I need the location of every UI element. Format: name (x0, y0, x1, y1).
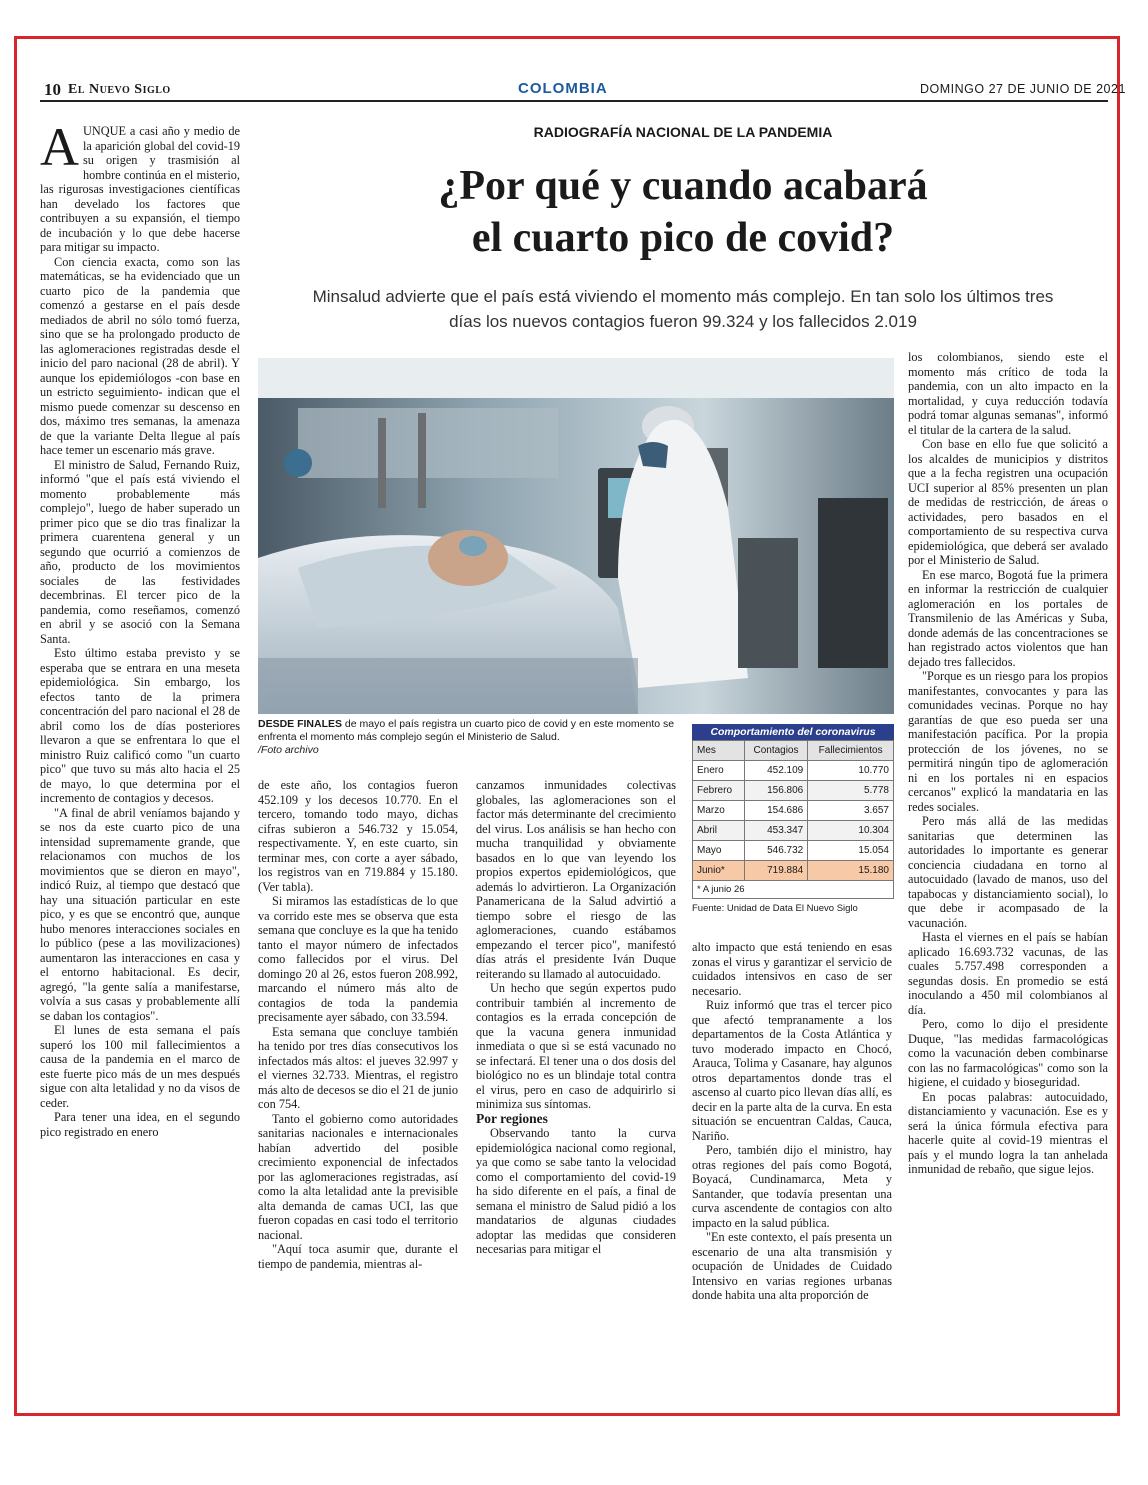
paragraph: El ministro de Salud, Fernando Ruiz, informó "que el país está viviendo el momento probablemente más complejo", luego de haber superado un primer pico que se dio tras finalizar la primera cuarentena general y un segundo que ocurrió a comienzos de año, producto de los movimientos sociales de las festividades decembrinas. El tercer pico de la pandemia, como reseñamos, comenzó en abril y se asoció con la Semana Santa. (40, 457, 240, 646)
paragraph: "Porque es un riesgo para los propios manifestantes, convocantes y para las comunidades vecinas. Porque no hay garantías de que eso pueda ser una manifestación pacífica. Por la propia protección de los jóvenes, no se permitirá ningún tipo de aglomeración ni en los portales ni en espacios cercanos" explicó la mandataria en las redes sociales. (908, 669, 1108, 814)
deck-line-2: días los nuevos contagios fueron 99.324 y los fallecidos 2.019 (449, 312, 917, 331)
coronavirus-table (692, 724, 894, 914)
article-photo (258, 358, 894, 714)
table-header-cell: Contagios (744, 741, 808, 761)
table-cell: 10.770 (808, 761, 894, 781)
caption-text: de mayo el país registra un cuarto pico de covid y en este momento se enfrenta el momento más complejo según el Ministerio de Salud. (258, 718, 675, 743)
issue-date: DOMINGO 27 DE JUNIO DE 2021 (920, 82, 1126, 96)
drop-cap: A (40, 117, 79, 177)
table-cell: Junio* (693, 861, 745, 881)
table-cell: 5.778 (808, 781, 894, 801)
paragraph: Si miramos las estadísticas de lo que va corrido este mes se observa que esta semana que concluye es la que ha tenido tanto el mayor número de infectados como fallecidos por el virus. Del domingo 20 al 26, estos fueron 208.992, marcando el número más alto de contagios de toda la pandemia precisamente ayer sábado, con 33.594. (258, 894, 458, 1024)
photo-credit: /Foto archivo (258, 744, 319, 756)
data-table (692, 740, 894, 881)
table-cell: 453.347 (744, 821, 808, 841)
table-title: Comportamiento del coronavirus (692, 724, 894, 740)
table-row (693, 761, 894, 781)
paragraph: Con ciencia exacta, como son las matemáticas, se ha evidenciado que un cuarto pico de la pandemia que comenzó a gestarse en el país desde mediados de abril no sólo tomó fuerza, sino que se ha prolongado producto de las aglomeraciones registradas desde el inicio del paro nacional (28 de abril). Y aunque los epidemiólogos -con base en un estricto seguimiento- indican que el mismo puede comenzar su descenso en dos, máximo tres semanas, la amenaza de que la variante Delta llegue al país hace temer un escenario más grave. (40, 254, 240, 457)
subhead-regiones: Por regiones (476, 1110, 548, 1126)
paragraph: "En este contexto, el país presenta un escenario de una alta transmisión y ocupación de Unidades de Cuidado Intensivo en varias regiones urbanas donde habita una alta proporción de (692, 1230, 892, 1302)
paragraph: Para tener una idea, en el segundo pico registrado en enero (40, 1110, 240, 1139)
article-headline (258, 160, 1108, 264)
paragraph: El lunes de esta semana el país superó los 100 mil fallecimientos a causa de la pandemia en el marco de este fuerte pico más de un mes después sigue con alta letalidad y no da visos de ceder. (40, 1023, 240, 1110)
table-cell: 154.686 (744, 801, 808, 821)
lead-paragraph: AUNQUE a casi año y medio de la aparición global del covid-19 su origen y trasmisión al hombre continúa en el misterio, las rigurosas investigaciones científicas han develado los factores que contribuyen a su expansión, el tiempo de incubación y lo que debe hacerse para mitigar su impacto. (40, 117, 240, 254)
newspaper-brand: El Nuevo Siglo (68, 82, 171, 97)
paragraph: Pero, también dijo el ministro, hay otras regiones del país como Bogotá, Boyacá, Cundinamarca, Meta y Santander, que todavía presentan una curva ascendente de contagios con alto impacto en la salud pública. (692, 1143, 892, 1230)
table-cell: Febrero (693, 781, 745, 801)
table-cell: 546.732 (744, 841, 808, 861)
table-cell: Enero (693, 761, 745, 781)
article-kicker: RADIOGRAFÍA NACIONAL DE LA PANDEMIA (533, 124, 833, 140)
paragraph: Observando tanto la curva epidemiológica nacional como regional, ya que como se sabe tanto la velocidad como el comportamiento del covid-19 ha sido diferente en el país, a final de semana el ministro de Salud pidió a los mandatarios de algunas ciudades adoptar las medidas que consideren necesarias para mitigar el (476, 1126, 676, 1256)
paragraph: Un hecho que según expertos pudo contribuir también al incremento de contagios es la errada concepción de que la vacuna genera inmunidad inmediata o que si se está vacunado no se infectará. El tener una o dos dosis del biológico no es un blindaje total contra el virus, pero en caso de adquirirlo si minimiza sus síntomas. (476, 981, 676, 1111)
paragraph: los colombianos, siendo este el momento más crítico de toda la pandemia, con un alto impacto en la mortalidad, y cuya reducción todavía podrá tomar algunas semanas", informó el titular de la cartera de la salud. (908, 350, 1108, 437)
table-header-cell: Mes (693, 741, 745, 761)
hospital-icu-photo (258, 358, 894, 714)
paragraph: alto impacto que está teniendo en esas zonas el virus y garantizar el servicio de cuidados intensivos en caso de ser necesario. (692, 940, 892, 998)
paragraph: "A final de abril veníamos bajando y se nos da este cuarto pico de una intensidad supremamente grande, que relacionamos con muchos de los movimientos que se dieron en mayo", indicó Ruiz, al tiempo que destacó que hay una situación particular en este pico, y es que se encontró que, aunque hubo menores interacciones sociales en lo público (pese a las movilizaciones) aumentaron las interacciones en casa y el entorno habitacional. Es decir, agregó, "la gente salía a manifestarse, volvía a sus casas y probablemente allí se daban los contagios". (40, 805, 240, 1023)
paragraph: Tanto el gobierno como autoridades sanitarias nacionales e internacionales habían advertido del posible crecimiento exponencial de infectados por las aglomeraciones registradas, así como la alta letalidad ante la previsible alta demanda de camas UCI, las que fueron copadas en casi todo el territorio nacional. (258, 1111, 458, 1242)
table-note: * A junio 26 (692, 881, 894, 899)
table-cell: 15.180 (808, 861, 894, 881)
header-rule (40, 100, 1108, 102)
table-source: Fuente: Unidad de Data El Nuevo Siglo (692, 903, 858, 914)
table-cell: Abril (693, 821, 745, 841)
table-cell: 10.304 (808, 821, 894, 841)
article-column-2 (258, 778, 458, 1271)
table-cell: 15.054 (808, 841, 894, 861)
photo-caption (258, 718, 682, 757)
paragraph: Con base en ello fue que solicitó a los alcaldes de municipios y distritos que a la fecha registren una ocupación UCI superior al 85% presenten un plan de medidas de restricción, de áreas o actividades, pero basados en el comportamiento de su respectiva curva epidemiológica, que deberá ser avalado por el Ministerio de Salud. (908, 437, 1108, 567)
table-cell: Marzo (693, 801, 745, 821)
article-column-4 (692, 940, 892, 1303)
paragraph: Esto último estaba previsto y se esperaba que se entrara en una meseta epidemiológica. Sin embargo, los efectos tanto de la primera concentración del paro nacional el 28 de abril como los de días posteriores llevaron a que se enfrentara lo que el ministro Ruiz calificó como "un cuarto pico" que tuvo su más alto hacia el 25 de mayo, lo que determina por el incremento de contagios y decesos. (40, 646, 240, 805)
table-row (693, 801, 894, 821)
table-header-row (693, 741, 894, 761)
page-number: 10 (44, 80, 61, 99)
table-header-cell: Fallecimientos (808, 741, 894, 761)
paragraph: En ese marco, Bogotá fue la primera en informar la restricción de cualquier aglomeración en los portales de Transmilenio de las Américas y Suba, donde además de las concentraciones se han registrado actos violentos que han dejado tres fallecidos. (908, 567, 1108, 669)
paragraph: Ruiz informó que tras el tercer pico que afectó tempranamente a los departamentos de la Costa Atlántica y tuvo moderado impacto en Chocó, Arauca, Tolima y Casanare, hay algunos otros departamentos donde tras el ascenso al cuarto pico llevan días allí, es decir en la parte alta de la curva. En esta situación se encuentran Caldas, Cauca, Nariño. (692, 998, 892, 1143)
table-cell: Mayo (693, 841, 745, 861)
paragraph: canzamos inmunidades colectivas globales, las aglomeraciones son el factor más determinante del crecimiento del virus. Los análisis se han hecho con mucha tranquilidad y obviamente basados en lo que van leyendo los propios expertos epidemiológicos, que además lo advirtieron. La Organización Panamericana de la Salud advirtió a tiempo sobre el riesgo de las aglomeraciones, cuando estábamos empezando el tercer pico", manifestó días atrás el presidente Iván Duque reiterando su llamado al autocuidado. (476, 778, 676, 981)
caption-lead: DESDE FINALES (258, 718, 343, 730)
table-row (693, 781, 894, 801)
paragraph: de este año, los contagios fueron 452.109 y los decesos 10.770. En el tercero, tomando todo mayo, dichas cifras subieron a 546.732 y 15.054, respectivamente. Y, en este cuarto, sin terminar mes, con corte a ayer sábado, los registros van en 719.884 y 15.180. (Ver tabla). (258, 778, 458, 894)
deck-line-1: Minsalud advierte que el país está viviendo el momento más complejo. En tan solo los últimos tres (312, 287, 1054, 306)
article-deck (258, 284, 1108, 334)
table-row-highlighted (693, 861, 894, 881)
section-label: COLOMBIA (518, 80, 608, 97)
table-cell: 3.657 (808, 801, 894, 821)
paragraph: Pero más allá de las medidas sanitarias que determinen las autoridades lo importante es generar conciencia ciudadana en torno al autocuidado (lavado de manos, uso del tapabocas y distanciamiento social), lo que debe ir acompasado de la vacunación. (908, 814, 1108, 930)
paragraph: En pocas palabras: autocuidado, distanciamiento y vacunación. Ese es y será la única fórmula efectiva para hacerle quite al covid-19 mientras el país y el mundo logra la tan anhelada inmunidad de rebaño, que sigue lejos. (908, 1089, 1108, 1176)
article-column-5 (908, 350, 1108, 1177)
article-column-3 (476, 778, 676, 1257)
paragraph: Pero, como lo dijo el presidente Duque, "las medidas farmacológicas como la vacunación deben combinarse con las no farmacológicas" como son la higiene, el cuidado y bioseguridad. (908, 1017, 1108, 1089)
headline-line-1: ¿Por qué y cuando acabará (438, 163, 928, 209)
table-row (693, 821, 894, 841)
table-cell: 719.884 (744, 861, 808, 881)
table-cell: 452.109 (744, 761, 808, 781)
headline-line-2: el cuarto pico de covid? (471, 215, 895, 261)
paragraph: Hasta el viernes en el país se habían aplicado 16.693.732 vacunas, de las cuales 5.757.498 corresponden a segundas dosis. En promedio se está inoculando a 450 mil colombianos al día. (908, 930, 1108, 1017)
article-column-1 (40, 117, 240, 1139)
table-cell: 156.806 (744, 781, 808, 801)
table-row (693, 841, 894, 861)
paragraph: "Aquí toca asumir que, durante el tiempo de pandemia, mientras al- (258, 1242, 458, 1271)
paragraph: Esta semana que concluye también ha tenido por tres días consecutivos los infectados más altos: el jueves 32.997 y el viernes 32.733. Mientras, el registro más alto de decesos se dio el 21 de junio con 754. (258, 1024, 458, 1111)
